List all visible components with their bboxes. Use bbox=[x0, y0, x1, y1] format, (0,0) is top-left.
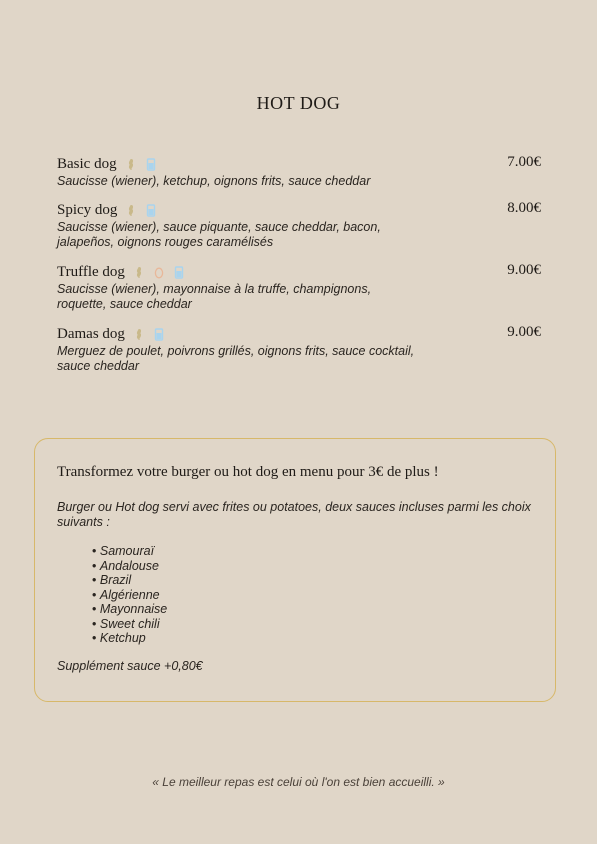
glass-icon bbox=[146, 204, 156, 217]
menu-offer-box bbox=[34, 438, 556, 702]
item-name: Spicy dog bbox=[57, 201, 118, 218]
item-price: 9.00€ bbox=[507, 324, 541, 340]
glass-icon bbox=[174, 266, 184, 279]
wheat-icon bbox=[134, 266, 144, 279]
glass-icon bbox=[154, 328, 164, 341]
sauce-supplement: Supplément sauce +0,80€ bbox=[57, 659, 203, 673]
item-description: Merguez de poulet, poivrons grillés, oignons frits, sauce cocktail, sauce cheddar bbox=[57, 344, 415, 373]
item-name: Damas dog bbox=[57, 325, 125, 342]
item-price: 9.00€ bbox=[507, 262, 541, 278]
menu-item bbox=[57, 154, 541, 200]
list-item: • Ketchup bbox=[92, 631, 167, 646]
list-item: • Brazil bbox=[92, 573, 167, 588]
item-price: 7.00€ bbox=[507, 154, 541, 170]
footer-quote: « Le meilleur repas est celui où l'on est bien accueilli. » bbox=[152, 775, 445, 789]
item-description: Saucisse (wiener), ketchup, oignons frits, sauce cheddar bbox=[57, 174, 371, 188]
offer-title: Transformez votre burger ou hot dog en menu pour 3€ de plus ! bbox=[57, 464, 439, 480]
item-description: Saucisse (wiener), sauce piquante, sauce cheddar, bacon, jalapeños, oignons rouges caramélisés bbox=[57, 220, 381, 249]
offer-intro: Burger ou Hot dog servi avec frites ou potatoes, deux sauces incluses parmi les choix suivants : bbox=[57, 500, 531, 529]
item-name: Basic dog bbox=[57, 155, 117, 172]
list-item: • Andalouse bbox=[92, 559, 167, 574]
glass-icon bbox=[146, 158, 156, 171]
list-item: • Algérienne bbox=[92, 588, 167, 603]
item-name: Truffle dog bbox=[57, 263, 125, 280]
list-item: • Samouraï bbox=[92, 544, 167, 559]
menu-item bbox=[57, 200, 541, 262]
wheat-icon bbox=[126, 158, 136, 171]
menu-item bbox=[57, 262, 541, 324]
menu-item bbox=[57, 324, 541, 373]
list-item: • Sweet chili bbox=[92, 617, 167, 632]
wheat-icon bbox=[134, 328, 144, 341]
egg-icon bbox=[154, 266, 164, 279]
list-item: • Mayonnaise bbox=[92, 602, 167, 617]
page-title: HOT DOG bbox=[256, 93, 341, 113]
item-price: 8.00€ bbox=[507, 200, 541, 216]
wheat-icon bbox=[126, 204, 136, 217]
item-description: Saucisse (wiener), mayonnaise à la truffe, champignons, roquette, sauce cheddar bbox=[57, 282, 372, 311]
menu-items bbox=[57, 154, 541, 373]
sauce-list bbox=[92, 544, 167, 646]
